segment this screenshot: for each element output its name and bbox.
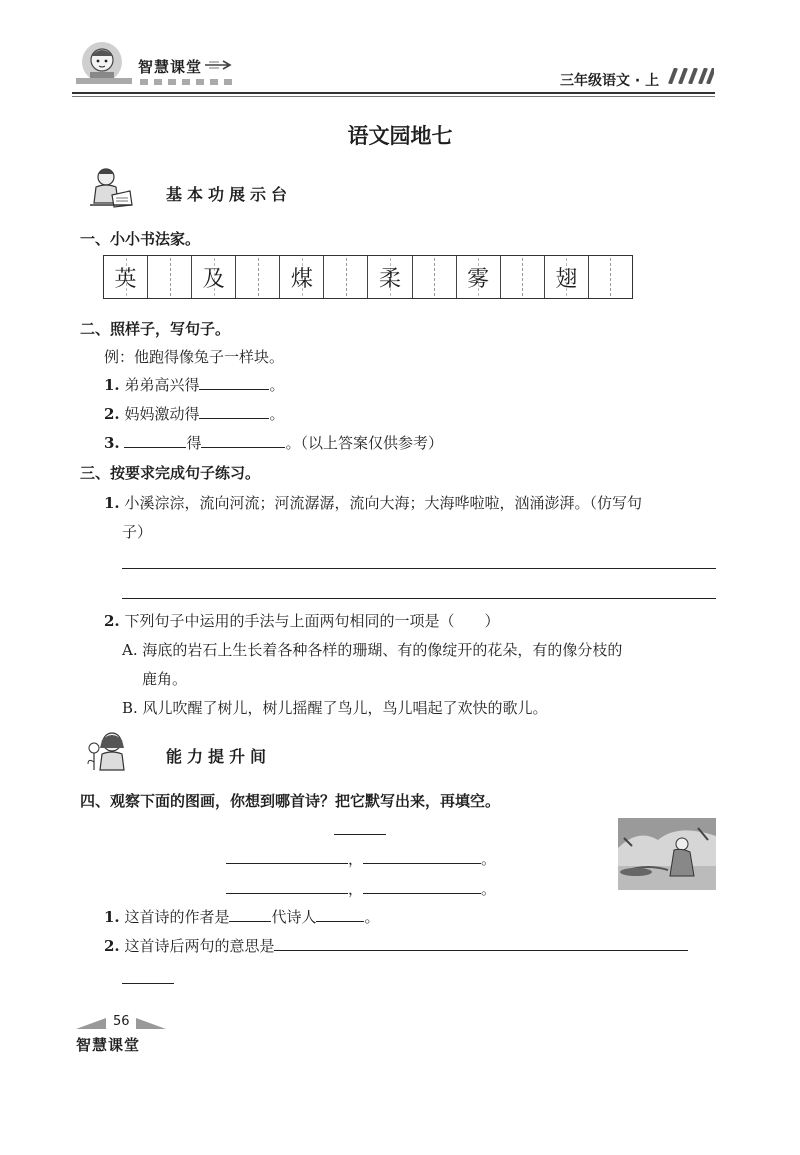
item-number: 1. <box>104 376 120 394</box>
answer-blank[interactable] <box>199 403 269 419</box>
item-number: 2. <box>104 405 120 423</box>
q3-item-2 <box>104 610 499 631</box>
answer-blank[interactable] <box>229 906 271 922</box>
answer-line[interactable] <box>122 983 174 984</box>
answer-line[interactable] <box>122 568 716 569</box>
punctuation: ， <box>348 850 364 868</box>
item-text: 下列句子中运用的手法与上面两句相同的一项是（ ） <box>124 612 500 630</box>
q2-example: 例：他跑得像兔子一样块。 <box>104 348 285 366</box>
answer-blank[interactable] <box>316 906 364 922</box>
student-writing-icon <box>86 165 134 211</box>
punctuation: 。 <box>481 880 497 898</box>
section-basic-title: 基本功展示台 <box>166 185 293 204</box>
answer-blank[interactable] <box>199 374 269 390</box>
item-end: 。（以上答案仅供参考） <box>285 434 443 452</box>
grid-cell <box>280 256 324 298</box>
item-end: 。 <box>269 376 285 394</box>
girl-with-flower-icon <box>84 730 132 776</box>
item-number: 2. <box>104 937 120 955</box>
q3-item-1 <box>104 492 642 513</box>
item-text: 得 <box>186 434 202 452</box>
answer-blank[interactable] <box>226 848 348 864</box>
grid-cell-empty[interactable] <box>589 256 632 298</box>
grid-char: 柔 <box>379 266 402 292</box>
item-text: 弟弟高兴得 <box>124 376 200 394</box>
calligraphy-grid <box>103 255 633 299</box>
grid-cell <box>104 256 148 298</box>
item-text: 这首诗后两句的意思是 <box>124 937 275 955</box>
item-text: 小溪淙淙，流向河流；河流潺潺，流向大海；大海哗啦啦，汹涌澎湃。（仿写句 <box>124 494 642 512</box>
q2-label: 二、照样子，写句子。 <box>80 320 231 338</box>
item-end: 。 <box>269 405 285 423</box>
q2-item-2 <box>104 403 284 424</box>
item-text: 这首诗的作者是 <box>124 908 230 926</box>
poem-title-blank[interactable] <box>334 834 386 835</box>
grid-cell-empty[interactable] <box>324 256 368 298</box>
grid-char: 雾 <box>467 266 490 292</box>
header-pattern <box>140 78 240 86</box>
header-rule <box>72 92 715 94</box>
option-b[interactable]: B. 风儿吹醒了树儿，树儿摇醒了鸟儿，鸟儿唱起了欢快的歌儿。 <box>122 699 548 717</box>
section-advanced-title: 能力提升间 <box>166 747 272 766</box>
answer-blank[interactable] <box>363 878 481 894</box>
item-text: 妈妈激动得 <box>124 405 200 423</box>
answer-blank[interactable] <box>363 848 481 864</box>
q4-item-1 <box>104 906 380 927</box>
q2-item-1 <box>104 374 284 395</box>
page-title: 语文园地七 <box>347 123 453 148</box>
grid-cell <box>457 256 501 298</box>
item-number: 1. <box>104 494 120 512</box>
grid-cell <box>545 256 589 298</box>
answer-blank[interactable] <box>226 878 348 894</box>
item-number: 1. <box>104 908 120 926</box>
header-stripes <box>668 68 714 84</box>
answer-blank[interactable] <box>124 432 186 448</box>
grid-cell-empty[interactable] <box>236 256 280 298</box>
punctuation: ， <box>348 880 364 898</box>
header-rule-thin <box>72 96 715 97</box>
brand-name: 智慧课堂 <box>138 58 203 76</box>
grid-cell-empty[interactable] <box>501 256 545 298</box>
grid-cell-empty[interactable] <box>413 256 457 298</box>
punctuation: 。 <box>481 850 497 868</box>
option-a[interactable]: A. 海底的岩石上生长着各种各样的珊瑚、有的像绽开的花朵，有的像分枝的 <box>122 641 623 659</box>
item-end: 。 <box>364 908 380 926</box>
q2-item-3 <box>104 432 443 453</box>
poem-line-1 <box>226 848 496 869</box>
footer-brand: 智慧课堂 <box>76 1036 141 1054</box>
brand-mascot-icon <box>72 38 136 88</box>
page-number: 56 <box>113 1014 130 1029</box>
answer-line[interactable] <box>122 598 716 599</box>
q4-item-2 <box>104 935 688 956</box>
grade-label: 三年级语文 · 上 <box>560 73 660 89</box>
item-text: 代诗人 <box>271 908 317 926</box>
grid-cell <box>192 256 236 298</box>
grid-cell <box>368 256 412 298</box>
q3-label: 三、按要求完成句子练习。 <box>80 464 261 482</box>
option-a-cont: 鹿角。 <box>142 670 188 688</box>
q4-label: 四、观察下面的图画，你想到哪首诗？把它默写出来，再填空。 <box>80 792 501 810</box>
grid-char: 翅 <box>555 266 578 292</box>
grid-cell-empty[interactable] <box>148 256 192 298</box>
grid-char: 及 <box>202 266 225 292</box>
grid-char: 煤 <box>290 266 313 292</box>
answer-blank[interactable] <box>201 432 285 448</box>
q1-label: 一、小小书法家。 <box>80 230 201 248</box>
brand-arrow-icon <box>205 60 235 70</box>
poem-line-2 <box>226 878 496 899</box>
grid-char: 英 <box>114 266 137 292</box>
item-number: 2. <box>104 612 120 630</box>
poem-illustration <box>618 818 716 890</box>
item-number: 3. <box>104 434 120 452</box>
q3-item-1-cont: 子） <box>122 523 153 541</box>
answer-blank[interactable] <box>274 935 688 951</box>
